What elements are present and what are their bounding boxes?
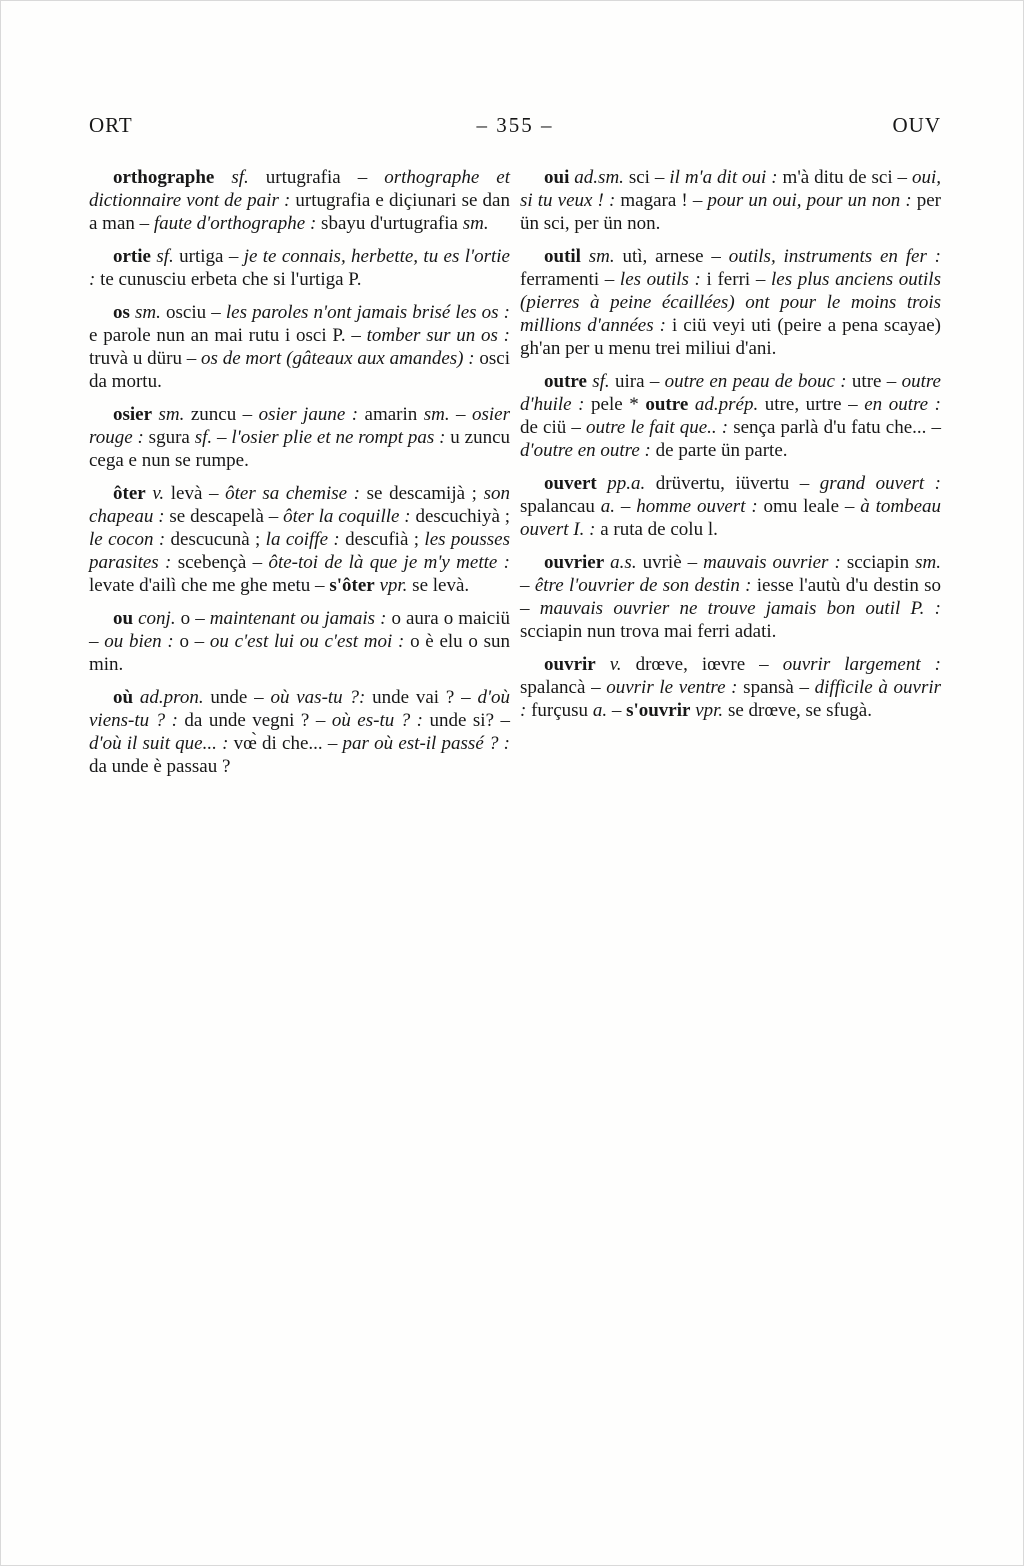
- page-number: – 355 –: [476, 113, 554, 137]
- entry-ouvert: ouvert pp.a. drüvertu, iüvertu – grand ouvert : spalancau a. – homme ouvert : omu leale – à tombeau ouvert I. : a ruta de colu l.: [520, 473, 942, 540]
- entry-osier: osier sm. zuncu – osier jaune : amarin sm. – osier rouge : sgura sf. – l'osier plie et ne rompt pas : u zuncu cega e nun se rumpe.: [89, 404, 511, 471]
- entry-ouvrier: ouvrier a.s. uvriè – mauvais ouvrier : scciapin sm. – être l'ouvrier de son destin : iesse l'autù d'u destin so – mauvais ouvrier ne trouve jamais bon outil P. : scciapin nun trova mai ferri adati.: [520, 552, 942, 642]
- entry-outre: outre sf. uira – outre en peau de bouc : utre – outre d'huile : pele * outre ad.prép. utre, urtre – en outre : de ciü – outre le fait que.. : sença parlà d'u fatu che... – d'outre en outre : de parte ün parte.: [520, 371, 942, 461]
- entry-ortie: ortie sf. urtiga – je te connais, herbette, tu es l'ortie : te cunusciu erbeta che si l'urtiga P.: [89, 246, 510, 290]
- text-block: [89, 166, 941, 778]
- entry-ouvrir: ouvrir v. drœve, iœvre – ouvrir largement : spalancà – ouvrir le ventre : spansà – difficile à ouvrir : furçusu a. – s'ouvrir vpr. se drœve, se sfugà.: [520, 654, 942, 721]
- entry-oui: oui ad.sm. sci – il m'a dit oui : m'à ditu de sci – oui, si tu veux ! : magara ! – pour un oui, pour un non : per ün sci, per ün non.: [520, 167, 942, 234]
- running-head-right-guideword: OUV: [892, 113, 941, 137]
- entry-outil: outil sm. utì, arnese – outils, instruments en fer : ferramenti – les outils : i ferri – les plus anciens outils (pierres à peine écaillées) ont pour le moins trois millions d'années : i ciü veyi uti (peire a pena scayae) gh'an per u menu trei miliui d'ani.: [520, 246, 942, 359]
- entry-ou-conj: ou conj. o – maintenant ou jamais : o aura o maiciü – ou bien : o – ou c'est lui ou c'est moi : o è elu o sun min.: [89, 608, 511, 675]
- entry-oter: ôter v. levà – ôter sa chemise : se descamijà ; son chapeau : se descapelà – ôter la coquille : descuchiyà ; le cocon : descucunà ; la coiffe : descufià ; les pousses parasites : scebençà – ôte-toi de là que je m'y mette : levate d'ailì che me ghe metu – s'ôter vpr. se levà.: [89, 483, 511, 596]
- running-head-left-guideword: ORT: [89, 113, 133, 137]
- entry-os: os sm. osciu – les paroles n'ont jamais brisé les os : e parole nun an mai rutu i osci P. – tomber sur un os : truvà u düru – os de mort (gâteaux aux amandes) : osci da mortu.: [89, 302, 510, 392]
- entry-ou-adpron: où ad.pron. unde – où vas-tu ?: unde vai ? – d'où viens-tu ? : da unde vegni ? – où es-tu ? : unde si? – d'où il suit que... : vœ̀ di che... – par où est-il passé ? : da unde è passau ?: [89, 687, 511, 777]
- column-right: [520, 166, 941, 778]
- running-head: [89, 113, 941, 138]
- entry-orthographe: orthographe sf. urtugrafia – orthographe et dictionnaire vont de pair : urtugrafia e diçiunari se dan a man – faute d'orthographe : sbayu d'urtugrafia sm.: [89, 167, 510, 234]
- column-left: [89, 166, 510, 778]
